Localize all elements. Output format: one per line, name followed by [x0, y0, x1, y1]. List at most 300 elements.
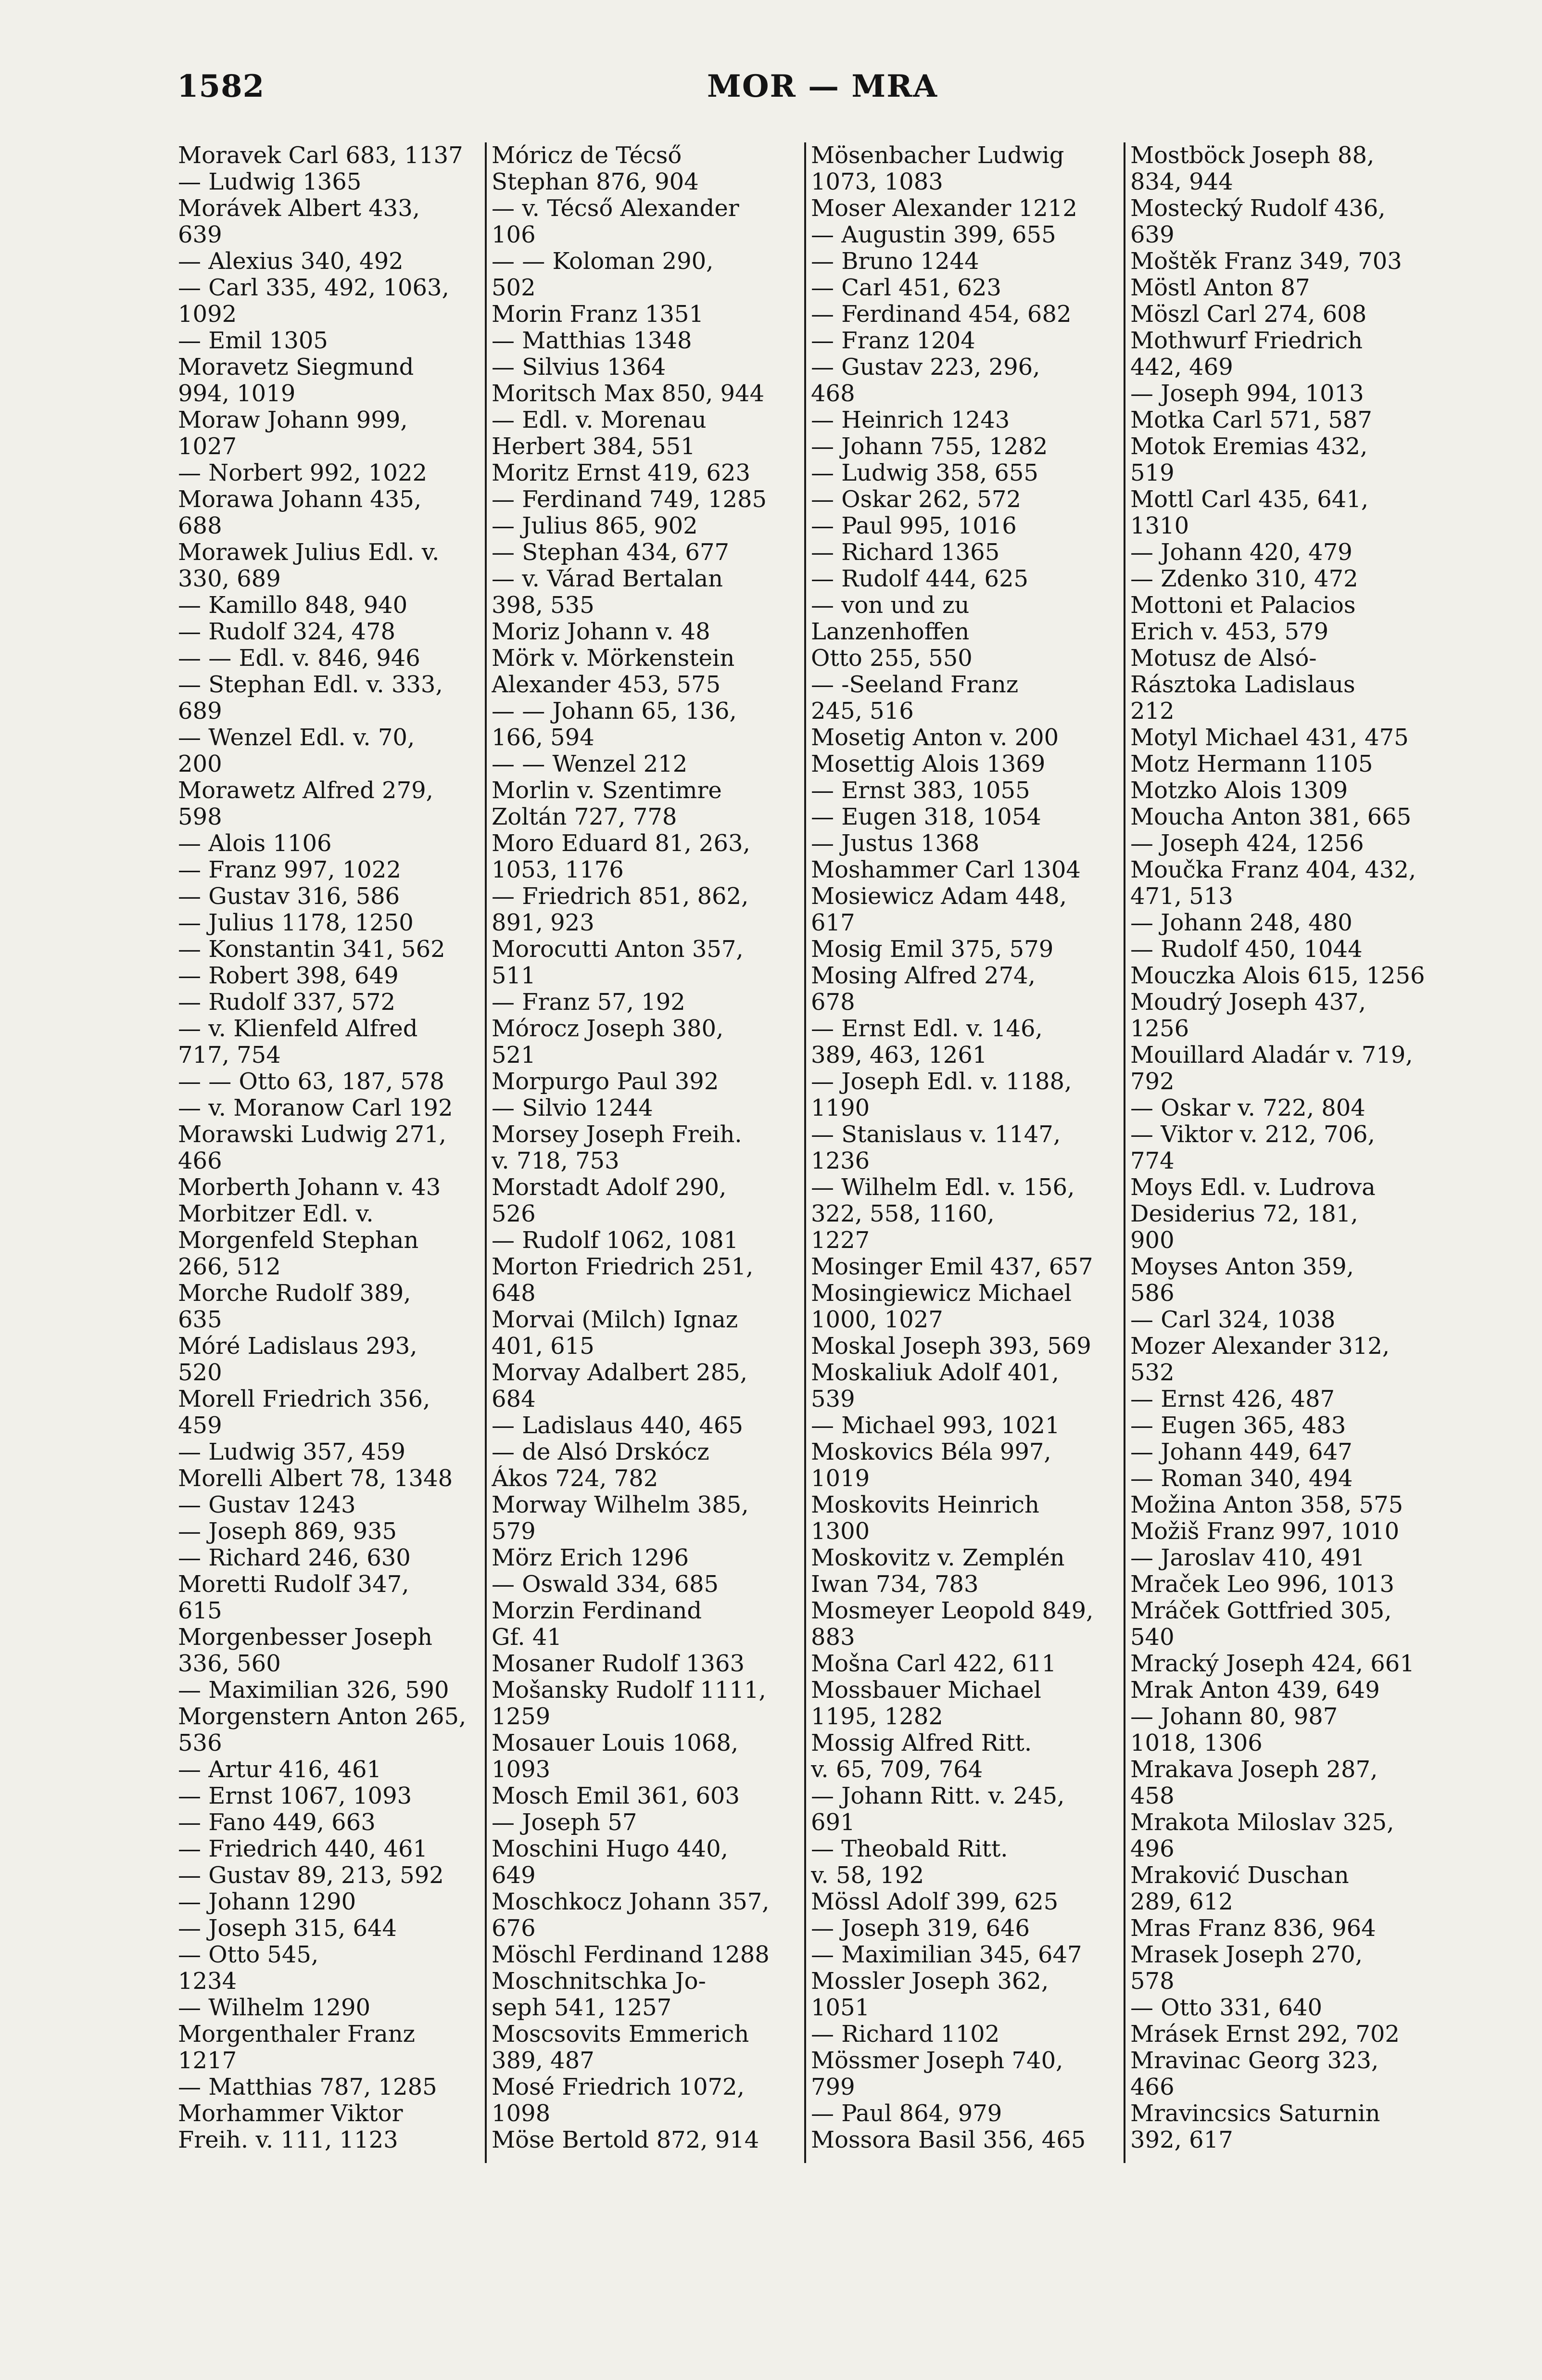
- index-entry-line: — Oskar v. 722, 804: [1130, 1095, 1365, 1121]
- index-entry-line: Mravinac Georg 323,: [1130, 2048, 1379, 2074]
- index-entry-line: Mrakava Joseph 287,: [1130, 1756, 1378, 1783]
- index-entry-line: Moucha Anton 381, 665: [1130, 804, 1412, 830]
- index-entry-line: 1093: [492, 1756, 551, 1783]
- index-entry-line: — Ernst 383, 1055: [811, 777, 1030, 804]
- index-entry-line: — Eugen 365, 483: [1130, 1413, 1346, 1439]
- index-entry-line: — Franz 1204: [811, 328, 975, 354]
- index-entry-line: Mosingiewicz Michael: [811, 1280, 1072, 1307]
- index-entry-line: Mrasek Joseph 270,: [1130, 1942, 1363, 1968]
- index-entry-line: — Edl. v. Morenau: [492, 407, 707, 433]
- index-entry-line: 883: [811, 1624, 855, 1651]
- index-entry-line: Mórocz Joseph 380,: [492, 1016, 724, 1042]
- index-entry-line: — Johann Ritt. v. 245,: [811, 1783, 1065, 1809]
- index-entry-line: — Otto 331, 640: [1130, 1995, 1323, 2021]
- index-entry-line: 1310: [1130, 513, 1189, 539]
- index-entry-line: 322, 558, 1160,: [811, 1201, 995, 1227]
- index-entry-line: — Robert 398, 649: [178, 963, 399, 989]
- index-entry-line: — Jaroslav 410, 491: [1130, 1545, 1365, 1571]
- index-entry-line: 389, 487: [492, 2048, 594, 2074]
- index-entry-line: 586: [1130, 1280, 1175, 1307]
- index-entry-line: — Stanislaus v. 1147,: [811, 1121, 1061, 1148]
- index-entry-line: 526: [492, 1201, 536, 1227]
- index-entry-line: Mosinger Emil 437, 657: [811, 1254, 1093, 1280]
- index-entry-line: — Johann 420, 479: [1130, 539, 1352, 566]
- index-entry-line: Morlin v. Szentimre: [492, 777, 722, 804]
- index-entry-line: — Johann 1290: [178, 1889, 356, 1915]
- index-entry-line: 689: [178, 698, 222, 725]
- index-entry-line: 389, 463, 1261: [811, 1042, 987, 1069]
- index-entry-line: — Alexius 340, 492: [178, 248, 404, 275]
- index-entry-line: v. 65, 709, 764: [811, 1756, 983, 1783]
- page-number: 1582: [177, 68, 265, 104]
- index-entry-line: Mothwurf Friedrich: [1130, 328, 1363, 354]
- index-entry-line: Moyses Anton 359,: [1130, 1254, 1354, 1280]
- index-entry-line: Mráček Gottfried 305,: [1130, 1598, 1392, 1624]
- index-entry-line: — Stephan 434, 677: [492, 539, 730, 566]
- index-entry-line: Morell Friedrich 356,: [178, 1386, 430, 1413]
- index-entry-line: — Gustav 316, 586: [178, 883, 400, 910]
- index-entry-line: — Fano 449, 663: [178, 1809, 376, 1836]
- index-entry-line: 466: [178, 1148, 222, 1174]
- index-entry-line: — Richard 1102: [811, 2021, 1000, 2048]
- index-entry-line: Moravek Carl 683, 1137: [178, 142, 463, 169]
- index-entry-line: 678: [811, 989, 855, 1016]
- index-entry-line: — Paul 864, 979: [811, 2100, 1002, 2127]
- index-entry-line: Moschini Hugo 440,: [492, 1836, 728, 1862]
- index-entry-line: 639: [178, 222, 222, 248]
- index-entry-line: Mosé Friedrich 1072,: [492, 2074, 745, 2100]
- index-entry-line: — Richard 246, 630: [178, 1545, 411, 1571]
- index-entry-line: 617: [811, 910, 855, 936]
- index-entry-line: — v. Várad Bertalan: [492, 566, 723, 592]
- index-entry-line: — Carl 335, 492, 1063,: [178, 275, 449, 301]
- running-head: MOR — MRA: [707, 68, 938, 104]
- index-entry-line: 1217: [178, 2048, 237, 2074]
- index-entry-line: 398, 535: [492, 592, 594, 619]
- index-entry-line: — Joseph 57: [492, 1809, 637, 1836]
- index-entry-line: — Friedrich 851, 862,: [492, 883, 749, 910]
- index-entry-line: Moučka Franz 404, 432,: [1130, 857, 1416, 883]
- index-entry-line: Morin Franz 1351: [492, 301, 704, 328]
- index-entry-line: 1195, 1282: [811, 1704, 943, 1730]
- index-entry-line: Mrak Anton 439, 649: [1130, 1677, 1380, 1704]
- index-entry-line: — Norbert 992, 1022: [178, 460, 428, 486]
- index-entry-line: Možina Anton 358, 575: [1130, 1492, 1403, 1518]
- index-entry-line: — Carl 324, 1038: [1130, 1307, 1336, 1333]
- index-entry-line: Möstl Anton 87: [1130, 275, 1310, 301]
- index-entry-line: Mouczka Alois 615, 1256: [1130, 963, 1425, 989]
- index-entry-line: — Silvio 1244: [492, 1095, 653, 1121]
- index-entry-line: 1259: [492, 1704, 551, 1730]
- column-rule: [1124, 142, 1125, 2163]
- index-entry-line: 468: [811, 381, 855, 407]
- index-entry-line: — Johann 755, 1282: [811, 433, 1048, 460]
- index-entry-line: — Maximilian 345, 647: [811, 1942, 1082, 1968]
- index-entry-line: — Rudolf 450, 1044: [1130, 936, 1363, 963]
- index-entry-line: — Zdenko 310, 472: [1130, 566, 1358, 592]
- index-entry-line: — Oskar 262, 572: [811, 486, 1021, 513]
- index-entry-line: 166, 594: [492, 725, 594, 751]
- index-entry-line: Erich v. 453, 579: [1130, 619, 1329, 645]
- index-entry-line: Mraković Duschan: [1130, 1862, 1349, 1889]
- column-rule: [485, 142, 487, 2163]
- index-entry-line: — Kamillo 848, 940: [178, 592, 408, 619]
- index-entry-line: 1236: [811, 1148, 870, 1174]
- index-entry-line: Morberth Johann v. 43: [178, 1174, 441, 1201]
- index-entry-line: Zoltán 727, 778: [492, 804, 677, 830]
- index-entry-line: 511: [492, 963, 536, 989]
- index-entry-line: — Joseph 869, 935: [178, 1518, 397, 1545]
- index-entry-line: — Alois 1106: [178, 830, 332, 857]
- index-entry-line: Mossora Basil 356, 465: [811, 2127, 1086, 2153]
- index-entry-line: Moravetz Siegmund: [178, 354, 414, 381]
- index-entry-line: — Carl 451, 623: [811, 275, 1001, 301]
- index-entry-line: — Ernst 426, 487: [1130, 1386, 1335, 1413]
- index-column-1: [178, 142, 482, 2163]
- index-entry-line: — — Otto 63, 187, 578: [178, 1069, 444, 1095]
- index-entry-line: 900: [1130, 1227, 1175, 1254]
- index-column-2: [492, 142, 801, 2163]
- index-entry-line: Mörz Erich 1296: [492, 1545, 689, 1571]
- index-entry-line: Lanzenhoffen: [811, 619, 970, 645]
- index-entry-line: — -Seeland Franz: [811, 672, 1019, 698]
- index-entry-line: Morawski Ludwig 271,: [178, 1121, 446, 1148]
- index-entry-line: 1018, 1306: [1130, 1730, 1263, 1756]
- index-entry-line: 459: [178, 1413, 222, 1439]
- index-entry-line: 639: [1130, 222, 1175, 248]
- index-entry-line: — Rudolf 337, 572: [178, 989, 396, 1016]
- index-entry-line: 684: [492, 1386, 536, 1413]
- index-entry-line: — Matthias 1348: [492, 328, 692, 354]
- index-entry-line: Mössl Adolf 399, 625: [811, 1889, 1059, 1915]
- index-entry-line: 799: [811, 2074, 855, 2100]
- index-entry-line: Morpurgo Paul 392: [492, 1069, 719, 1095]
- index-entry-line: 1256: [1130, 1016, 1189, 1042]
- index-entry-line: Mossler Joseph 362,: [811, 1968, 1049, 1995]
- index-entry-line: Motz Hermann 1105: [1130, 751, 1373, 777]
- index-entry-line: — Ferdinand 749, 1285: [492, 486, 767, 513]
- index-entry-line: Mosaner Rudolf 1363: [492, 1651, 745, 1677]
- index-entry-line: 717, 754: [178, 1042, 281, 1069]
- index-entry-line: Moskaliuk Adolf 401,: [811, 1360, 1059, 1386]
- index-entry-line: Mörk v. Mörkenstein: [492, 645, 735, 672]
- index-entry-line: v. 58, 192: [811, 1862, 924, 1889]
- index-entry-line: — Franz 57, 192: [492, 989, 685, 1016]
- index-entry-line: Morstadt Adolf 290,: [492, 1174, 727, 1201]
- index-entry-line: — von und zu: [811, 592, 970, 619]
- index-entry-line: — Silvius 1364: [492, 354, 666, 381]
- index-entry-line: — Johann 449, 647: [1130, 1439, 1352, 1465]
- index-entry-line: — Gustav 89, 213, 592: [178, 1862, 444, 1889]
- index-entry-line: 330, 689: [178, 566, 281, 592]
- index-entry-line: Mras Franz 836, 964: [1130, 1915, 1376, 1942]
- index-entry-line: — Friedrich 440, 461: [178, 1836, 428, 1862]
- index-entry-line: 688: [178, 513, 222, 539]
- index-entry-line: Morawetz Alfred 279,: [178, 777, 433, 804]
- index-entry-line: Morocutti Anton 357,: [492, 936, 744, 963]
- index-entry-line: Otto 255, 550: [811, 645, 973, 672]
- index-entry-line: Moriz Johann v. 48: [492, 619, 710, 645]
- index-entry-line: Möse Bertold 872, 914: [492, 2127, 759, 2153]
- index-entry-line: 1098: [492, 2100, 551, 2127]
- index-entry-line: Motusz de Alsó-: [1130, 645, 1317, 672]
- index-entry-line: 774: [1130, 1148, 1175, 1174]
- index-entry-line: 1027: [178, 433, 237, 460]
- index-entry-line: Mossbauer Michael: [811, 1677, 1041, 1704]
- index-entry-line: 502: [492, 275, 536, 301]
- index-entry-line: 336, 560: [178, 1651, 281, 1677]
- index-entry-line: 532: [1130, 1360, 1175, 1386]
- index-entry-line: 520: [178, 1360, 222, 1386]
- index-entry-line: Morton Friedrich 251,: [492, 1254, 754, 1280]
- index-entry-line: Mosing Alfred 274,: [811, 963, 1036, 989]
- index-entry-line: — Wilhelm 1290: [178, 1995, 371, 2021]
- index-entry-line: Moskovits Heinrich: [811, 1492, 1039, 1518]
- index-entry-line: 792: [1130, 1069, 1175, 1095]
- index-entry-line: 1051: [811, 1995, 870, 2021]
- index-entry-line: Mosetig Anton v. 200: [811, 725, 1059, 751]
- index-entry-line: Möschl Ferdinand 1288: [492, 1942, 770, 1968]
- index-entry-line: 676: [492, 1915, 536, 1942]
- index-entry-line: Mozer Alexander 312,: [1130, 1333, 1390, 1360]
- index-entry-line: Mracký Joseph 424, 661: [1130, 1651, 1415, 1677]
- index-entry-line: Morway Wilhelm 385,: [492, 1492, 749, 1518]
- index-entry-line: Morche Rudolf 389,: [178, 1280, 411, 1307]
- index-entry-line: Mottoni et Palacios: [1130, 592, 1356, 619]
- index-entry-line: Herbert 384, 551: [492, 433, 695, 460]
- index-entry-line: — Heinrich 1243: [811, 407, 1010, 433]
- index-entry-line: Mössmer Joseph 740,: [811, 2048, 1063, 2074]
- index-entry-line: Morvai (Milch) Ignaz: [492, 1307, 738, 1333]
- index-entry-line: 540: [1130, 1624, 1175, 1651]
- index-entry-line: — Michael 993, 1021: [811, 1413, 1060, 1439]
- index-entry-line: — — Edl. v. 846, 946: [178, 645, 420, 672]
- index-entry-line: — v. Moranow Carl 192: [178, 1095, 453, 1121]
- index-entry-line: — Gustav 1243: [178, 1492, 356, 1518]
- index-entry-line: Mouillard Aladár v. 719,: [1130, 1042, 1413, 1069]
- index-entry-line: Moskovics Béla 997,: [811, 1439, 1051, 1465]
- index-entry-line: — Joseph 424, 1256: [1130, 830, 1364, 857]
- index-entry-line: 539: [811, 1386, 855, 1413]
- index-entry-line: Moser Alexander 1212: [811, 195, 1077, 222]
- index-entry-line: 1234: [178, 1968, 237, 1995]
- index-entry-line: — Joseph 315, 644: [178, 1915, 397, 1942]
- index-entry-line: Alexander 453, 575: [492, 672, 721, 698]
- index-entry-line: 649: [492, 1862, 536, 1889]
- index-entry-line: — Maximilian 326, 590: [178, 1677, 449, 1704]
- index-entry-line: 1092: [178, 301, 237, 328]
- index-entry-line: Stephan 876, 904: [492, 169, 699, 195]
- index-entry-line: v. 718, 753: [492, 1148, 619, 1174]
- index-entry-line: Moskal Joseph 393, 569: [811, 1333, 1091, 1360]
- index-entry-line: 442, 469: [1130, 354, 1233, 381]
- index-entry-line: 458: [1130, 1783, 1175, 1809]
- column-rule: [804, 142, 806, 2163]
- index-entry-line: — Ludwig 357, 459: [178, 1439, 405, 1465]
- index-entry-line: Moritz Ernst 419, 623: [492, 460, 751, 486]
- index-entry-line: Mostecký Rudolf 436,: [1130, 195, 1386, 222]
- index-entry-line: seph 541, 1257: [492, 1995, 672, 2021]
- index-entry-line: Motok Eremias 432,: [1130, 433, 1368, 460]
- index-entry-line: 466: [1130, 2074, 1175, 2100]
- index-entry-line: — Augustin 399, 655: [811, 222, 1056, 248]
- index-entry-line: — Ladislaus 440, 465: [492, 1413, 743, 1439]
- index-entry-line: 1227: [811, 1227, 870, 1254]
- index-entry-line: — Konstantin 341, 562: [178, 936, 445, 963]
- index-entry-line: Morgenstern Anton 265,: [178, 1704, 467, 1730]
- index-entry-line: — Matthias 787, 1285: [178, 2074, 437, 2100]
- index-entry-line: Mrakota Miloslav 325,: [1130, 1809, 1394, 1836]
- index-entry-line: — Theobald Ritt.: [811, 1836, 1008, 1862]
- index-entry-line: Mosettig Alois 1369: [811, 751, 1046, 777]
- index-entry-line: — — Johann 65, 136,: [492, 698, 737, 725]
- index-entry-line: — v. Técső Alexander: [492, 195, 739, 222]
- index-entry-line: 615: [178, 1598, 222, 1624]
- index-entry-line: Mošna Carl 422, 611: [811, 1651, 1057, 1677]
- index-entry-line: Moštěk Franz 349, 703: [1130, 248, 1402, 275]
- index-entry-line: Mostböck Joseph 88,: [1130, 142, 1375, 169]
- index-entry-line: — Joseph 319, 646: [811, 1915, 1030, 1942]
- index-entry-line: Mosig Emil 375, 579: [811, 936, 1054, 963]
- index-entry-line: 1019: [811, 1465, 870, 1492]
- index-entry-line: 521: [492, 1042, 536, 1069]
- index-entry-line: 1073, 1083: [811, 169, 943, 195]
- index-entry-line: — Johann 80, 987: [1130, 1704, 1338, 1730]
- index-entry-line: 496: [1130, 1836, 1175, 1862]
- index-entry-line: 891, 923: [492, 910, 594, 936]
- index-entry-line: Rásztoka Ladislaus: [1130, 672, 1355, 698]
- index-entry-line: — Ferdinand 454, 682: [811, 301, 1072, 328]
- index-entry-line: Mosch Emil 361, 603: [492, 1783, 740, 1809]
- index-entry-line: — Rudolf 324, 478: [178, 619, 396, 645]
- index-entry-line: 200: [178, 751, 222, 777]
- index-entry-line: 266, 512: [178, 1254, 281, 1280]
- index-entry-line: — Justus 1368: [811, 830, 980, 857]
- index-entry-line: — Roman 340, 494: [1130, 1465, 1353, 1492]
- index-entry-line: Moraw Johann 999,: [178, 407, 408, 433]
- index-entry-line: — Bruno 1244: [811, 248, 979, 275]
- index-entry-line: Freih. v. 111, 1123: [178, 2127, 398, 2153]
- index-entry-line: — — Wenzel 212: [492, 751, 688, 777]
- index-entry-line: — Stephan Edl. v. 333,: [178, 672, 443, 698]
- index-entry-line: Morgenthaler Franz: [178, 2021, 415, 2048]
- index-entry-line: Motzko Alois 1309: [1130, 777, 1348, 804]
- index-entry-line: — Ernst Edl. v. 146,: [811, 1016, 1043, 1042]
- index-entry-line: Moschkocz Johann 357,: [492, 1889, 770, 1915]
- index-entry-line: — Ludwig 1365: [178, 169, 362, 195]
- index-entry-line: — Wenzel Edl. v. 70,: [178, 725, 415, 751]
- index-entry-line: Mosauer Louis 1068,: [492, 1730, 739, 1756]
- index-entry-line: Mravincsics Saturnin: [1130, 2100, 1380, 2127]
- index-entry-line: Möszl Carl 274, 608: [1130, 301, 1367, 328]
- index-entry-line: 834, 944: [1130, 169, 1233, 195]
- index-entry-line: — Julius 865, 902: [492, 513, 698, 539]
- index-entry-line: Móricz de Técső: [492, 142, 682, 169]
- index-entry-line: — v. Klienfeld Alfred: [178, 1016, 418, 1042]
- index-entry-line: Mottl Carl 435, 641,: [1130, 486, 1369, 513]
- index-entry-line: — Ludwig 358, 655: [811, 460, 1038, 486]
- index-entry-line: 471, 513: [1130, 883, 1233, 910]
- index-entry-line: Moskovitz v. Zemplén: [811, 1545, 1065, 1571]
- index-entry-line: Moudrý Joseph 437,: [1130, 989, 1366, 1016]
- index-entry-line: — Rudolf 444, 625: [811, 566, 1029, 592]
- index-entry-line: Morávek Albert 433,: [178, 195, 420, 222]
- index-entry-line: — Oswald 334, 685: [492, 1571, 719, 1598]
- index-entry-line: Motka Carl 571, 587: [1130, 407, 1372, 433]
- index-entry-line: 578: [1130, 1968, 1175, 1995]
- index-entry-line: Morbitzer Edl. v.: [178, 1201, 374, 1227]
- index-entry-line: 579: [492, 1518, 536, 1545]
- index-entry-line: — Paul 995, 1016: [811, 513, 1017, 539]
- index-entry-line: Ákos 724, 782: [492, 1465, 658, 1492]
- index-entry-line: Morgenbesser Joseph: [178, 1624, 432, 1651]
- index-entry-line: Motyl Michael 431, 475: [1130, 725, 1409, 751]
- index-entry-line: Mraček Leo 996, 1013: [1130, 1571, 1395, 1598]
- index-entry-line: 401, 615: [492, 1333, 594, 1360]
- index-entry-line: — Joseph 994, 1013: [1130, 381, 1364, 407]
- index-entry-line: 289, 612: [1130, 1889, 1233, 1915]
- index-entry-line: Morgenfeld Stephan: [178, 1227, 419, 1254]
- index-entry-line: Moscsovits Emmerich: [492, 2021, 749, 2048]
- index-entry-line: — Franz 997, 1022: [178, 857, 401, 883]
- index-entry-line: Morawek Julius Edl. v.: [178, 539, 440, 566]
- index-entry-line: 519: [1130, 460, 1175, 486]
- index-entry-line: Morelli Albert 78, 1348: [178, 1465, 453, 1492]
- index-entry-line: Mosmeyer Leopold 849,: [811, 1598, 1094, 1624]
- index-entry-line: 994, 1019: [178, 381, 296, 407]
- index-entry-line: 648: [492, 1280, 536, 1307]
- index-entry-line: Morawa Johann 435,: [178, 486, 422, 513]
- index-entry-line: 1300: [811, 1518, 870, 1545]
- index-entry-line: Moys Edl. v. Ludrova: [1130, 1174, 1376, 1201]
- index-entry-line: Moro Eduard 81, 263,: [492, 830, 750, 857]
- index-entry-line: 212: [1130, 698, 1175, 725]
- index-entry-line: — Viktor v. 212, 706,: [1130, 1121, 1375, 1148]
- index-entry-line: Moretti Rudolf 347,: [178, 1571, 409, 1598]
- index-entry-line: 106: [492, 222, 536, 248]
- index-entry-line: — Johann 248, 480: [1130, 910, 1352, 936]
- index-entry-line: — Ernst 1067, 1093: [178, 1783, 412, 1809]
- index-entry-line: Mošansky Rudolf 1111,: [492, 1677, 766, 1704]
- index-entry-line: Moshammer Carl 1304: [811, 857, 1081, 883]
- index-entry-line: — de Alsó Drskócz: [492, 1439, 709, 1465]
- index-entry-line: Morhammer Viktor: [178, 2100, 403, 2127]
- index-entry-line: — Julius 1178, 1250: [178, 910, 414, 936]
- index-entry-line: 536: [178, 1730, 222, 1756]
- index-entry-line: 1190: [811, 1095, 870, 1121]
- index-entry-line: Gf. 41: [492, 1624, 562, 1651]
- index-entry-line: Mrásek Ernst 292, 702: [1130, 2021, 1400, 2048]
- index-entry-line: Mossig Alfred Ritt.: [811, 1730, 1032, 1756]
- index-entry-line: — Wilhelm Edl. v. 156,: [811, 1174, 1075, 1201]
- index-entry-line: — Otto 545,: [178, 1942, 319, 1968]
- index-entry-line: Moritsch Max 850, 944: [492, 381, 765, 407]
- index-entry-line: 1053, 1176: [492, 857, 624, 883]
- index-entry-line: — Richard 1365: [811, 539, 1000, 566]
- index-entry-line: 691: [811, 1809, 855, 1836]
- index-entry-line: Iwan 734, 783: [811, 1571, 979, 1598]
- index-entry-line: Mosiewicz Adam 448,: [811, 883, 1067, 910]
- index-entry-line: — Artur 416, 461: [178, 1756, 382, 1783]
- index-entry-line: Mösenbacher Ludwig: [811, 142, 1064, 169]
- index-entry-line: — Gustav 223, 296,: [811, 354, 1040, 381]
- index-entry-line: — Eugen 318, 1054: [811, 804, 1041, 830]
- index-entry-line: — — Koloman 290,: [492, 248, 714, 275]
- index-column-3: [811, 142, 1121, 2163]
- index-entry-line: 598: [178, 804, 222, 830]
- index-entry-line: Desiderius 72, 181,: [1130, 1201, 1358, 1227]
- index-entry-line: 635: [178, 1307, 222, 1333]
